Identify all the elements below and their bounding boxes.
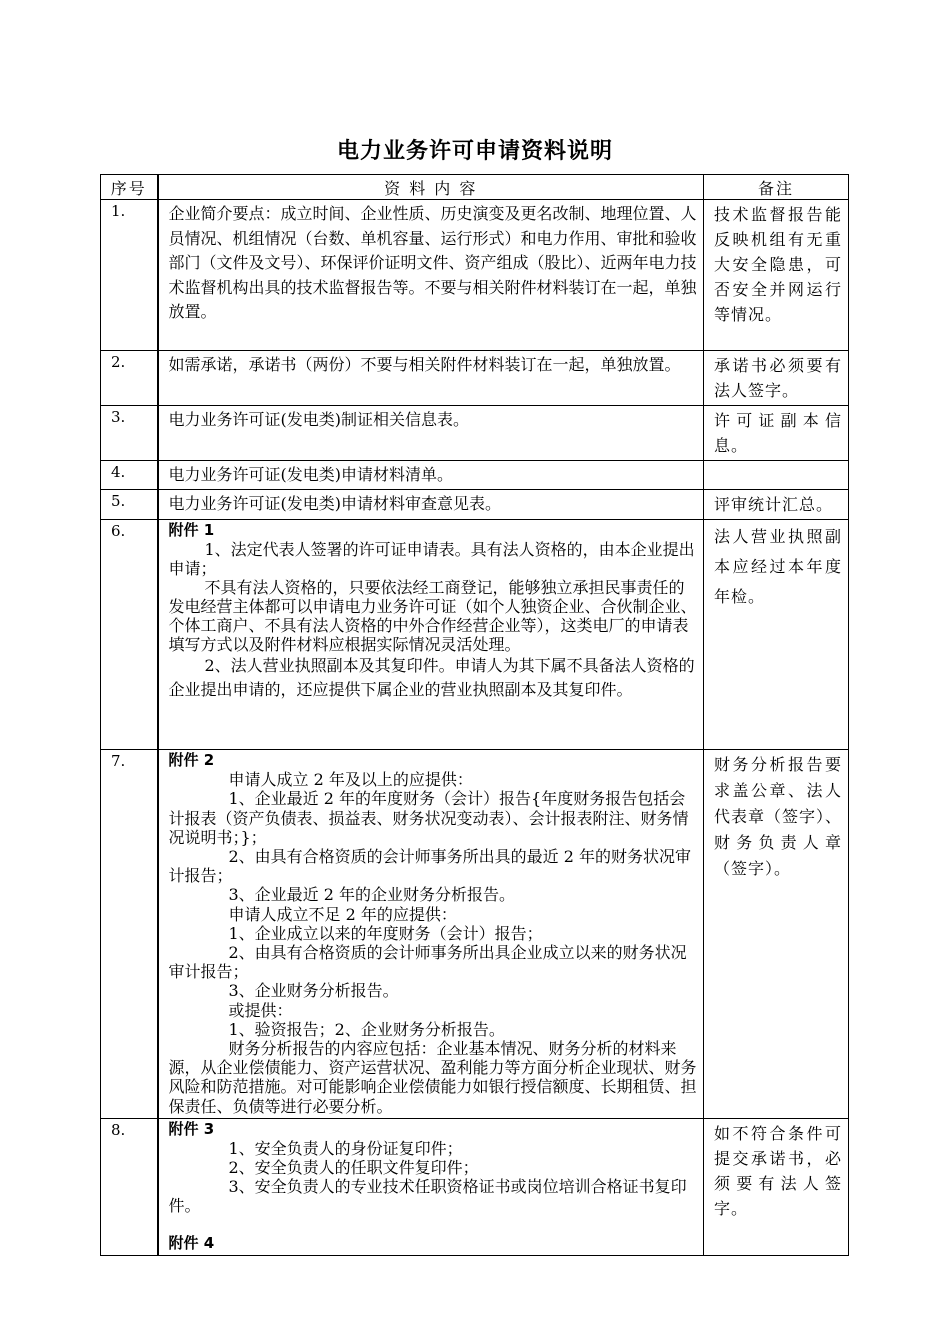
row-index: 3. — [101, 406, 158, 461]
paragraph: 1、法定代表人签署的许可证申请表。具有法人资格的，由本企业提出申请； — [168, 540, 695, 578]
list-item: 财务分析报告的内容应包括：企业基本情况、财务分析的材料来源，从企业偿债能力、资产运营状况、盈利能力等方面分析企业现状、财务风险和防范措施。对可能影响企业偿债能力如银行授信额度、长期租赁、担保责任、负债等进行必要分析。 — [168, 1039, 697, 1116]
row-content: 企业简介要点：成立时间、企业性质、历史演变及更名改制、地理位置、人员情况、机组情况（台数、单机容量、运行形式）和电力作用、审批和验收部门（文件及文号）、环保评价证明文件、资产组成（股比）、近两年电力技术监督机构出具的技术监督报告等。不要与相关附件材料装订在一起，单独放置。 — [158, 200, 704, 351]
row-index: 6. — [101, 520, 158, 750]
row-index: 5. — [101, 490, 158, 520]
row-note: 技术监督报告能反映机组有无重大安全隐患，可否安全并网运行等情况。 — [704, 200, 849, 351]
row-index: 7. — [101, 750, 158, 1119]
materials-table — [100, 174, 849, 1256]
list-item: 2、由具有合格资质的会计师事务所出具的最近 2 年的财务状况审计报告； — [168, 847, 692, 886]
row-content — [158, 1118, 704, 1255]
row-note: 评审统计汇总。 — [704, 490, 849, 520]
list-item: 1、企业最近 2 年的年度财务（会计）报告{年度财务报告包括会计报表（资产负债表、损益表、财务状况变动表）、会计报表附注、财务情况说明书；}； — [168, 789, 689, 847]
table-row — [101, 406, 849, 461]
row-note: 财务分析报告要求盖公章、法人代表章（签字）、财务负责人章（签字）。 — [704, 750, 849, 1119]
list-item: 申请人成立 2 年及以上的应提供： — [228, 770, 473, 790]
table-row — [101, 200, 849, 351]
attachment-heading: 附件 4 — [168, 1233, 215, 1252]
row-content — [158, 520, 704, 750]
table-row — [101, 520, 849, 750]
row-index: 2. — [101, 351, 158, 406]
attachment-heading: 附件 1 — [168, 521, 215, 539]
header-content: 资 料 内 容 — [158, 175, 704, 200]
paragraph: 不具有法人资格的，只要依法经工商登记，能够独立承担民事责任的发电经营主体都可以申请电力业务许可证（如个人独资企业、合伙制企业、个体工商户、不具有法人资格的中外合作经营企业等），这类电厂的申请表填写方式以及附件材料应根据实际情况灵活处理。 — [168, 578, 697, 654]
header-note: 备注 — [704, 175, 849, 200]
row-content: 如需承诺，承诺书（两份）不要与相关附件材料装订在一起，单独放置。 — [158, 351, 704, 406]
row-index: 4. — [101, 461, 158, 490]
row-content: 电力业务许可证(发电类)制证相关信息表。 — [158, 406, 704, 461]
list-item: 1、验资报告；2、企业财务分析报告。 — [228, 1019, 505, 1039]
list-item: 或提供： — [228, 1000, 293, 1020]
paragraph: 2、法人营业执照副本及其复印件。申请人为其下属不具备法人资格的企业提出申请的，还应提供下属企业的营业执照副本及其复印件。 — [168, 656, 695, 699]
row-note: 承诺书必须要有法人签字。 — [704, 351, 849, 406]
list-item: 申请人成立不足 2 年的应提供： — [228, 904, 457, 924]
row-note: 法人营业执照副本应经过本年度年检。 — [704, 520, 849, 750]
table-header-row — [101, 175, 849, 200]
row-note: 许可证副本信息。 — [704, 406, 849, 461]
table-row — [101, 750, 849, 1119]
attachment-heading: 附件 2 — [168, 751, 215, 769]
list-item: 2、由具有合格资质的会计师事务所出具企业成立以来的财务状况审计报告； — [168, 943, 687, 982]
header-index: 序号 — [101, 175, 158, 200]
row-index: 8. — [101, 1118, 158, 1255]
list-item: 3、安全负责人的专业技术任职资格证书或岗位培训合格证书复印件。 — [168, 1176, 687, 1215]
row-content: 电力业务许可证(发电类)申请材料审查意见表。 — [158, 490, 704, 520]
row-note — [704, 461, 849, 490]
attachment-heading: 附件 3 — [168, 1119, 215, 1138]
table-row — [101, 490, 849, 520]
row-index: 1. — [101, 200, 158, 351]
list-item: 3、企业财务分析报告。 — [228, 981, 399, 1001]
row-content — [158, 750, 704, 1119]
list-item: 3、企业最近 2 年的企业财务分析报告。 — [228, 885, 516, 905]
list-item: 1、企业成立以来的年度财务（会计）报告； — [228, 923, 543, 943]
list-item: 2、安全负责人的任职文件复印件； — [228, 1157, 479, 1177]
table-row — [101, 461, 849, 490]
page-title: 电力业务许可申请资料说明 — [336, 139, 613, 164]
table-row — [101, 1118, 849, 1255]
row-note: 如不符合条件可提交承诺书，必须要有法人签字。 — [704, 1118, 849, 1255]
list-item: 1、安全负责人的身份证复印件； — [228, 1138, 463, 1158]
spacer — [169, 1215, 698, 1234]
table-row — [101, 351, 849, 406]
row-content: 电力业务许可证(发电类)申请材料清单。 — [158, 461, 704, 490]
